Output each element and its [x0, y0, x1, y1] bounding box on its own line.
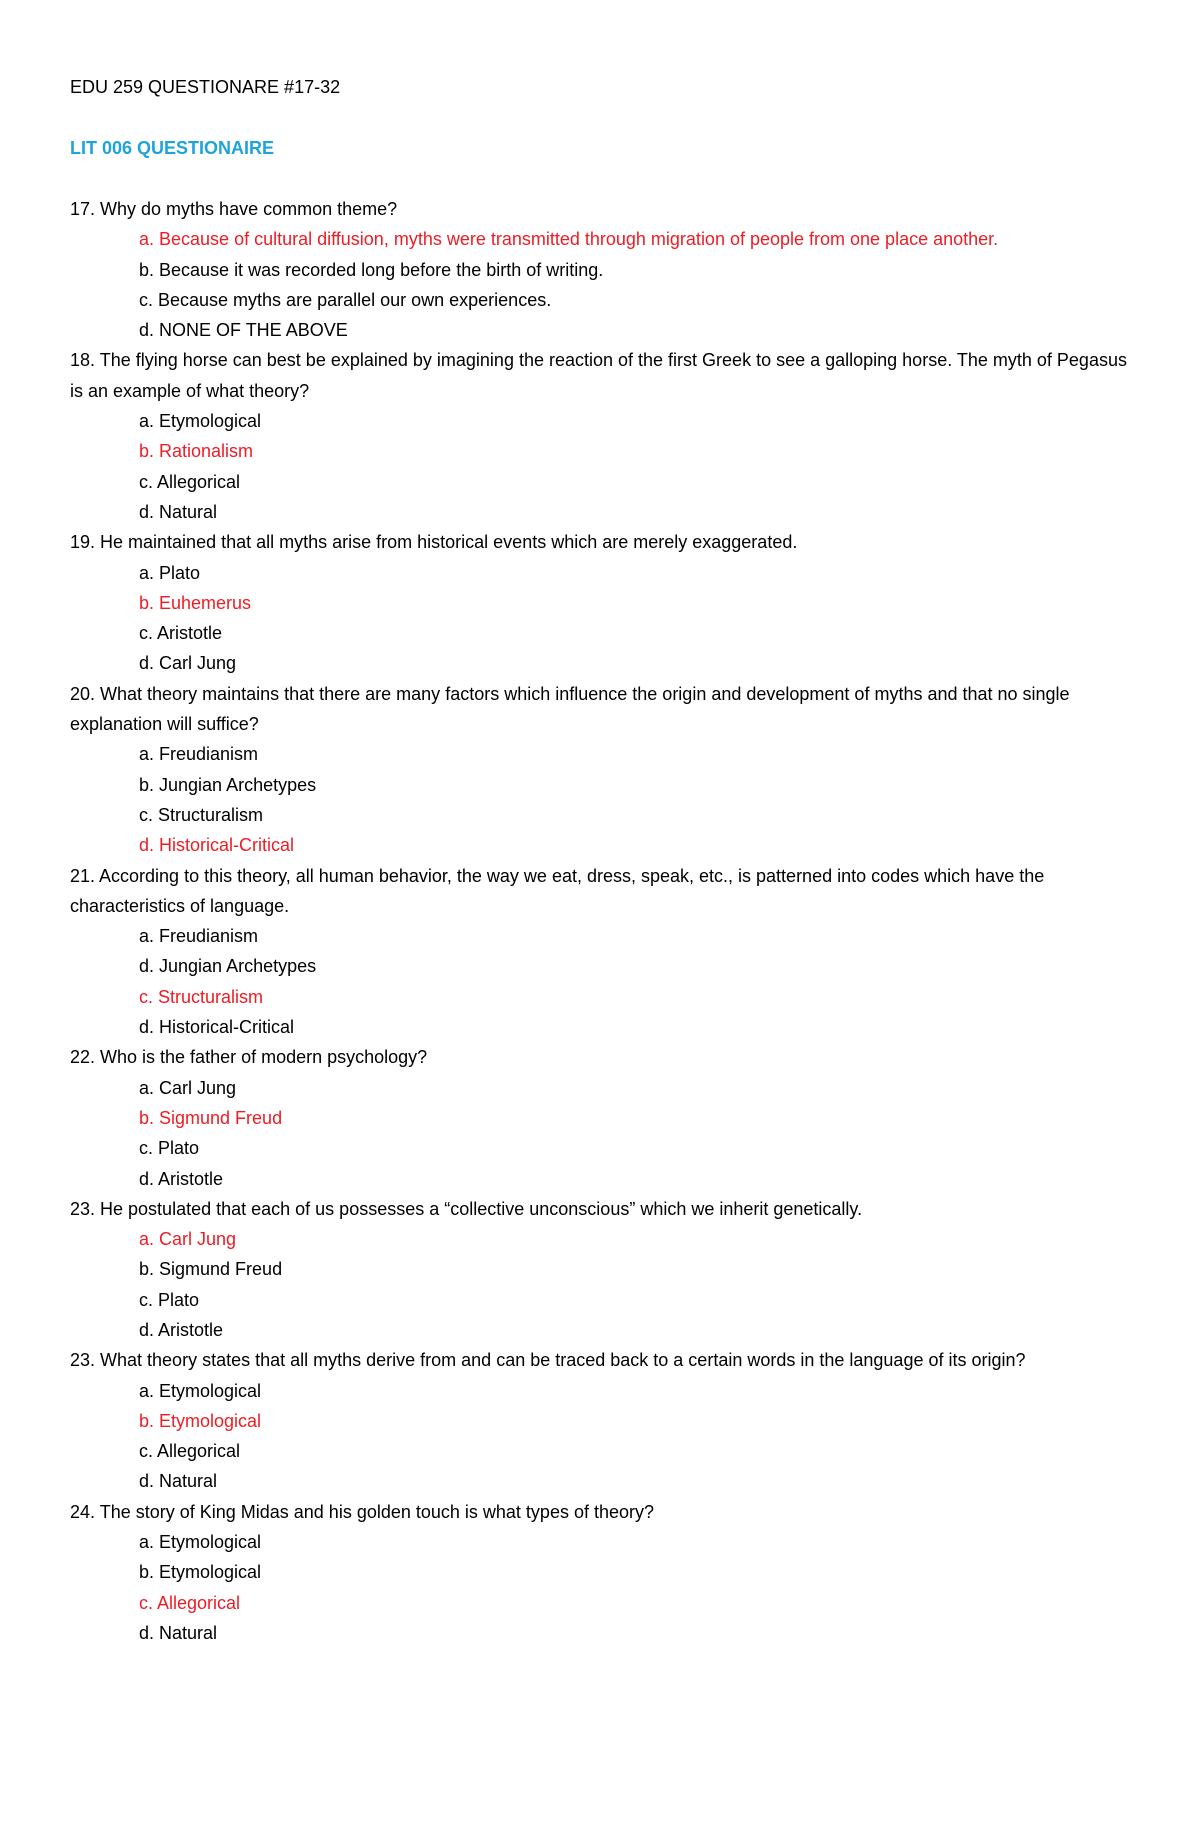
answer-choice: b. Jungian Archetypes: [139, 774, 317, 795]
answer-choice: d. Jungian Archetypes: [139, 956, 317, 977]
question-stem: 23. What theory states that all myths derive from and can be traced back to a certain words in the language of its origin?: [70, 1350, 1026, 1371]
answer-choice: c. Structuralism: [139, 804, 264, 825]
document-page: [70, 72, 1130, 1648]
answer-choice-correct: c. Allegorical: [139, 1592, 241, 1613]
answer-choice: c. Allegorical: [139, 471, 241, 492]
question-stem: 23. He postulated that each of us possesses a “collective unconscious” which we inherit genetically.: [70, 1198, 863, 1219]
answer-choice: a. Freudianism: [139, 744, 259, 765]
answer-choice: d. Aristotle: [139, 1168, 224, 1189]
answer-choice-correct: a. Carl Jung: [139, 1229, 237, 1250]
question-item: [70, 1497, 1130, 1648]
answer-choice: d. NONE OF THE ABOVE: [139, 320, 348, 341]
answer-choice: c. Allegorical: [139, 1441, 241, 1462]
question-item: [70, 861, 1130, 1043]
answer-choice-correct: b. Rationalism: [139, 441, 254, 462]
answer-choice-correct: c. Structuralism: [139, 986, 264, 1007]
answer-choice-correct: b. Euhemerus: [139, 592, 252, 613]
answer-choice: c. Plato: [139, 1138, 200, 1159]
answer-choice: b. Etymological: [139, 1562, 262, 1583]
question-item: [70, 1042, 1130, 1193]
question-item: [70, 527, 1130, 678]
answer-choice: d. Natural: [139, 1622, 218, 1643]
answer-choice: c. Plato: [139, 1289, 200, 1310]
question-item: [70, 345, 1130, 527]
answer-choice: a. Etymological: [139, 1380, 262, 1401]
answer-choice: a. Freudianism: [139, 926, 259, 947]
question-stem: 20. What theory maintains that there are many factors which influence the origin and development of myths and that no single explanation will suffice?: [70, 683, 1070, 735]
answer-choice-correct: d. Historical-Critical: [139, 835, 295, 856]
question-stem: 24. The story of King Midas and his golden touch is what types of theory?: [70, 1501, 655, 1522]
answer-choice: a. Plato: [139, 562, 201, 583]
answer-choice: a. Etymological: [139, 411, 262, 432]
answer-choice: d. Carl Jung: [139, 653, 237, 674]
answer-choice: b. Because it was recorded long before the birth of writing.: [139, 259, 604, 280]
answer-choice: d. Natural: [139, 1471, 218, 1492]
answer-choice: c. Aristotle: [139, 623, 223, 644]
answer-choice: b. Sigmund Freud: [139, 1259, 283, 1280]
answer-choice: d. Historical-Critical: [139, 1017, 295, 1038]
section-title: LIT 006 QUESTIONAIRE: [70, 138, 275, 158]
question-stem: 21. According to this theory, all human behavior, the way we eat, dress, speak, etc., is patterned into codes which have the characteristics of language.: [70, 865, 1045, 916]
question-stem: 17. Why do myths have common theme?: [70, 199, 398, 219]
question-stem: 18. The flying horse can best be explained by imagining the reaction of the first Greek to see a galloping horse. The myth of Pegasus is an example of what theory?: [70, 350, 1127, 401]
answer-choice-correct: a. Because of cultural diffusion, myths were transmitted through migration of people from one place another.: [139, 229, 999, 250]
question-item: [70, 194, 1130, 345]
answer-choice: a. Carl Jung: [139, 1077, 237, 1098]
question-item: [70, 679, 1130, 861]
answer-choice-correct: b. Etymological: [139, 1410, 262, 1431]
answer-choice-correct: b. Sigmund Freud: [139, 1107, 283, 1128]
answer-choice: d. Aristotle: [139, 1319, 224, 1340]
document-title: EDU 259 QUESTIONARE #17-32: [70, 77, 341, 97]
question-item: [70, 1345, 1130, 1496]
question-stem: 19. He maintained that all myths arise from historical events which are merely exaggerated.: [70, 532, 798, 553]
answer-choice: d. Natural: [139, 501, 218, 522]
answer-choice: c. Because myths are parallel our own experiences.: [139, 289, 552, 310]
question-list: [70, 194, 1130, 1648]
answer-choice: a. Etymological: [139, 1532, 262, 1553]
question-stem: 22. Who is the father of modern psychology?: [70, 1047, 428, 1068]
question-item: [70, 1194, 1130, 1345]
